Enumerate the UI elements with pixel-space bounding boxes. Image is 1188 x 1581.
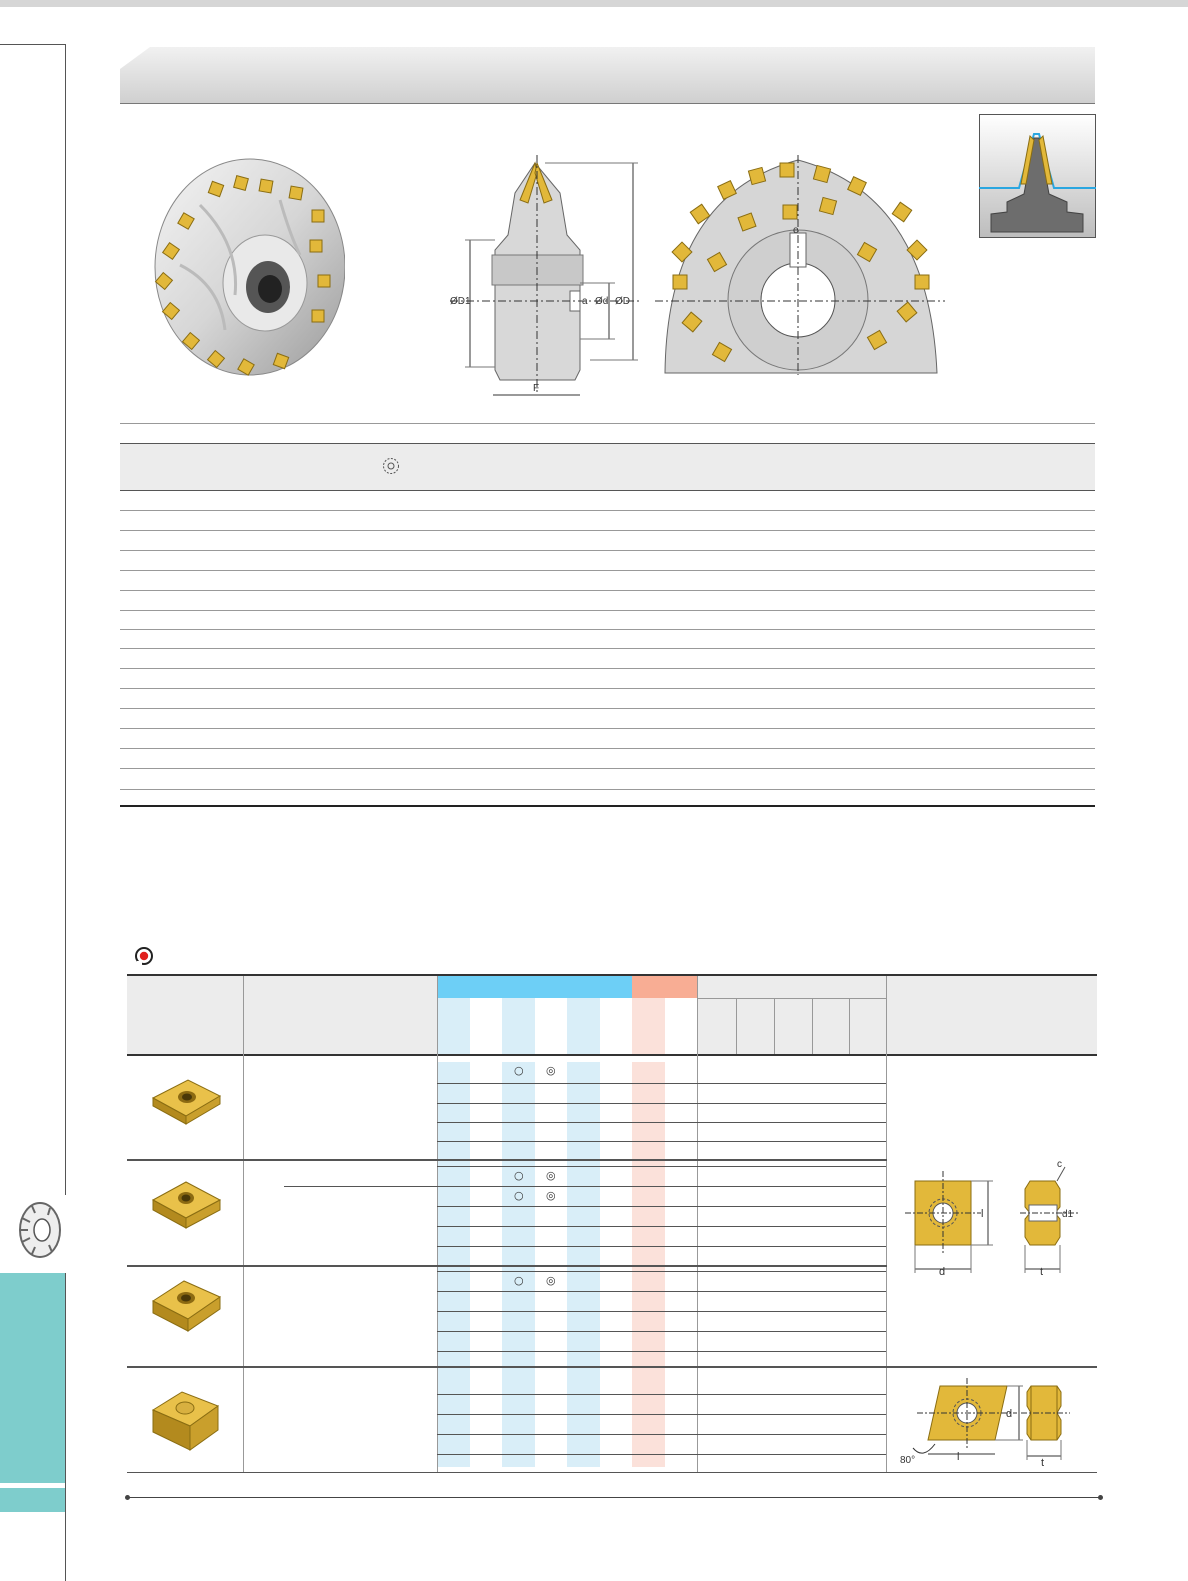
insert-group-rule	[127, 1159, 887, 1161]
spec-table-bottom-rule	[120, 805, 1095, 807]
sidebar-tab-secondary[interactable]	[0, 1488, 66, 1512]
insert-row-line	[437, 1103, 886, 1104]
dim-label-d1: d1	[1062, 1209, 1074, 1220]
insert-group-rule	[127, 1366, 1097, 1368]
dim-label-angle: 80°	[900, 1455, 916, 1466]
footer-dot-right	[1098, 1495, 1103, 1500]
top-bar	[0, 0, 1188, 7]
sidebar-frame	[0, 44, 66, 1195]
insert-row-line	[437, 1434, 886, 1435]
col-divider	[774, 998, 775, 1054]
spec-row-line	[120, 550, 1095, 551]
footer-rule	[127, 1497, 1102, 1498]
label-d1: ØD1	[450, 296, 471, 307]
dim-label-c: c	[1057, 1159, 1062, 1170]
col-divider	[812, 998, 813, 1054]
grade-mark: ○	[514, 1169, 524, 1182]
insert-row-line	[437, 1246, 886, 1247]
grade-mark: ○	[514, 1064, 524, 1077]
dim-group-rule	[697, 998, 886, 999]
insert-dimension-drawing-a	[905, 1157, 1090, 1282]
col-divider	[697, 976, 698, 1473]
grade-col-header	[632, 998, 665, 1054]
col-divider	[886, 976, 887, 1473]
col-divider	[736, 998, 737, 1054]
profile-drawing	[440, 155, 660, 405]
spec-row-line	[120, 748, 1095, 749]
grade-col-header	[437, 998, 470, 1054]
insert-row-line	[437, 1186, 886, 1187]
label-f: F	[533, 383, 540, 394]
designation-sub-rule	[284, 1186, 437, 1187]
insert-seat-icon	[382, 457, 400, 475]
insert-header-bottom-rule	[127, 1054, 1097, 1056]
spec-table-header	[120, 443, 1095, 491]
spec-row-line	[120, 648, 1095, 649]
label-outer-d: ØD	[615, 296, 630, 307]
dim-label-l: l	[957, 1451, 960, 1463]
insert-row-line	[437, 1291, 886, 1292]
insert-row-line	[437, 1141, 886, 1142]
label-keyway-e: e	[793, 225, 799, 236]
dim-label-l: l	[981, 1208, 984, 1220]
spec-row-line	[120, 728, 1095, 729]
insert-group-rule	[127, 1265, 887, 1267]
grade-col-header	[665, 998, 697, 1054]
col-divider	[437, 976, 438, 1473]
spec-table-top-rule	[120, 423, 1095, 424]
banner-underline	[120, 103, 1095, 104]
grade-mark: ○	[514, 1274, 524, 1287]
cutter-photo	[140, 155, 345, 380]
spec-row-line	[120, 768, 1095, 769]
sidebar-tab-active[interactable]	[0, 1273, 66, 1483]
application-diagram	[979, 114, 1096, 238]
grade-group-pink-header	[632, 976, 697, 998]
grade-col-header	[600, 998, 632, 1054]
insert-row-line	[437, 1414, 886, 1415]
insert-table-bottom-rule	[127, 1472, 1097, 1473]
dim-label-t: t	[1041, 1457, 1045, 1469]
cutter-thumbnail-icon[interactable]	[10, 1198, 62, 1262]
col-divider	[849, 998, 850, 1054]
spec-row-line	[120, 688, 1095, 689]
insert-section-icon	[134, 946, 154, 966]
dim-label-d: d	[1006, 1408, 1013, 1420]
insert-dimension-drawing-b	[895, 1378, 1085, 1470]
label-bore-d: Ød	[595, 296, 609, 307]
dim-label-t: t	[1040, 1266, 1044, 1278]
insert-row-line	[437, 1166, 886, 1167]
spec-row-line	[120, 668, 1095, 669]
insert-image-1	[148, 1068, 223, 1128]
col-divider	[243, 976, 244, 1473]
dim-label-d: d	[939, 1266, 946, 1278]
spec-row-line	[120, 510, 1095, 511]
insert-row-line	[437, 1311, 886, 1312]
sidebar-divider	[65, 1273, 66, 1581]
footer-dot-left	[125, 1495, 130, 1500]
spec-row-line	[120, 570, 1095, 571]
grade-mark: ◎	[546, 1274, 556, 1287]
spec-row-line	[120, 629, 1095, 630]
insert-image-3	[148, 1273, 223, 1338]
section-banner	[120, 47, 1095, 104]
spec-row-line	[120, 530, 1095, 531]
insert-row-line	[437, 1083, 886, 1084]
insert-row-line	[437, 1351, 886, 1352]
grade-col-header	[535, 998, 567, 1054]
grade-mark: ◎	[546, 1064, 556, 1077]
grade-mark: ◎	[546, 1169, 556, 1182]
grade-col-header	[567, 998, 600, 1054]
grade-mark: ○	[514, 1189, 524, 1202]
label-a: a	[582, 296, 588, 307]
insert-row-line	[437, 1271, 886, 1272]
insert-row-line	[437, 1122, 886, 1123]
insert-row-line	[437, 1206, 886, 1207]
grade-group-blue-header	[437, 976, 632, 998]
front-view-drawing	[655, 155, 945, 375]
insert-image-4	[148, 1380, 223, 1455]
insert-row-line	[437, 1394, 886, 1395]
grade-col-header	[470, 998, 502, 1054]
insert-row-line	[437, 1454, 886, 1455]
insert-row-line	[437, 1226, 886, 1227]
spec-row-line	[120, 708, 1095, 709]
grade-col-header	[502, 998, 535, 1054]
grade-mark: ◎	[546, 1189, 556, 1202]
spec-row-line	[120, 590, 1095, 591]
spec-row-line	[120, 789, 1095, 790]
spec-row-line	[120, 610, 1095, 611]
insert-image-2	[148, 1172, 223, 1237]
insert-row-line	[437, 1331, 886, 1332]
